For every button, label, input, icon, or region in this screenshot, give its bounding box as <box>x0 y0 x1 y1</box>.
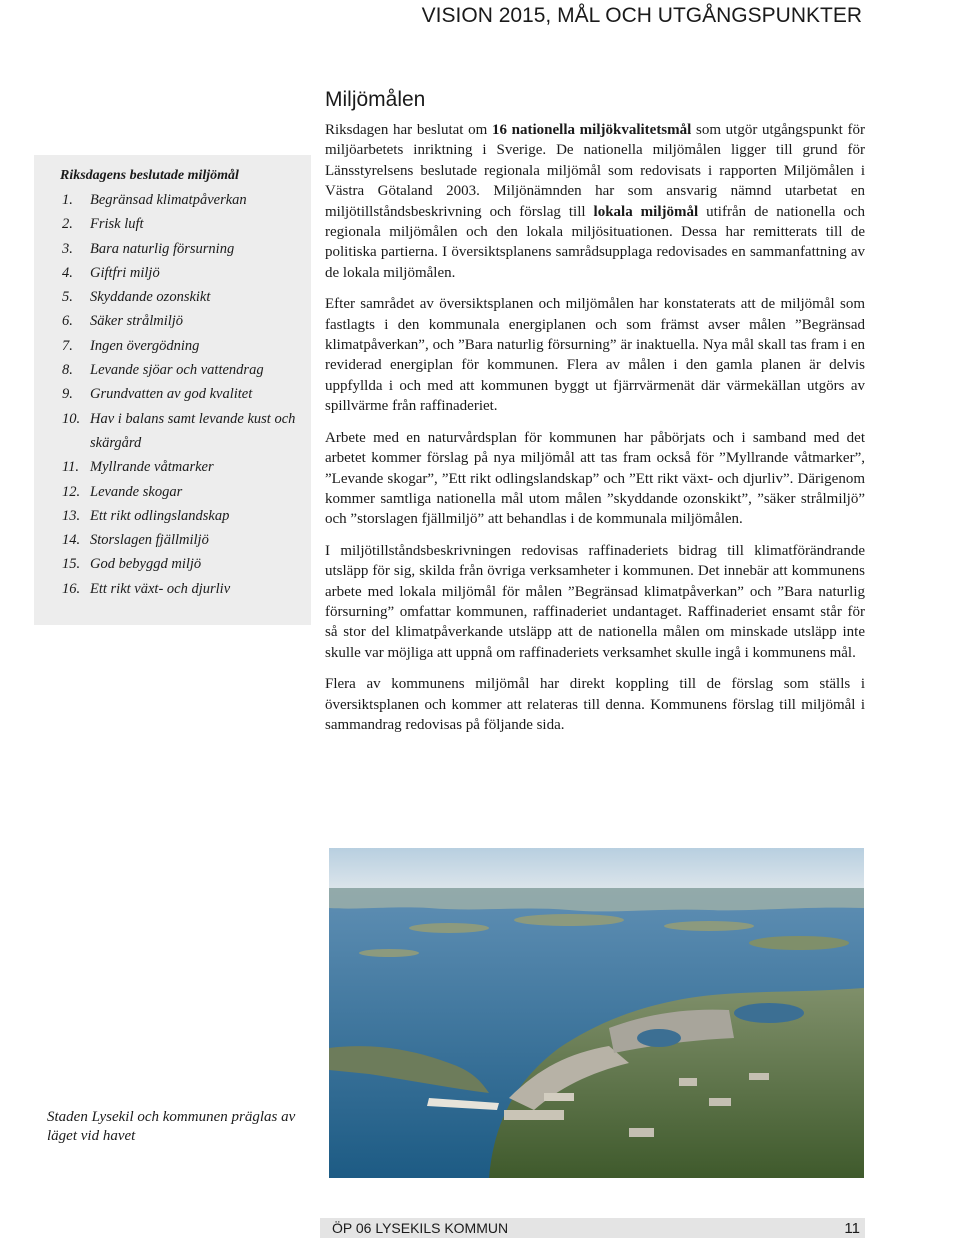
goal-item <box>62 334 311 358</box>
goal-item <box>62 261 311 285</box>
goal-number: 16. <box>62 580 81 597</box>
goal-text: Ingen övergödning <box>90 337 200 354</box>
goal-item <box>62 480 311 504</box>
goals-list <box>62 188 311 601</box>
goal-number: 5. <box>62 289 73 306</box>
goal-number: 3. <box>62 240 73 257</box>
goal-text: Ett rikt växt- och djurliv <box>90 580 231 597</box>
goal-text: Levande skogar <box>90 483 183 500</box>
goal-item <box>62 504 311 528</box>
main-content <box>325 88 865 746</box>
intro-bold-local: lokala miljömål <box>593 203 699 220</box>
goal-text: Grundvatten av god kvalitet <box>90 386 253 403</box>
paragraph-nature: Arbete med en naturvårdsplan för kommunen har påbörjats och i samband med det arbetet kommer förslag på nya miljömål att tas fram också för ”Myllrande våtmarker”, ”Levande skogar”, ”Ett rikt odlingslandskap” och ”Ett rikt växt- och djurliv”. Därigenom kommer samtliga nationella mål utom målen ”skyddande ozonskikt”, ”säker strålmiljö” och ”storslagen fjällmiljö” att behandlas i de kommunala miljömålen. <box>325 429 865 528</box>
goal-number: 7. <box>62 337 73 354</box>
aerial-photo-illustration <box>329 848 864 1178</box>
goal-number: 4. <box>62 264 73 281</box>
goal-item <box>62 358 311 382</box>
goal-item <box>62 382 311 406</box>
goal-text: Skyddande ozonskikt <box>90 289 211 306</box>
goal-item <box>62 552 311 576</box>
goal-number: 14. <box>62 532 81 549</box>
goal-text: Levande sjöar och vattendrag <box>90 362 264 379</box>
goal-item <box>62 577 311 601</box>
goal-text: Hav i balans samt levande kust och skärgård <box>90 410 296 451</box>
goal-text: Giftfri miljö <box>90 264 160 281</box>
goal-number: 8. <box>62 362 73 379</box>
goal-number: 15. <box>62 556 81 573</box>
page-footer <box>320 1218 865 1238</box>
intro-bold-goals: 16 nationella miljökvalitetsmål <box>491 122 692 138</box>
goal-item <box>62 455 311 479</box>
goals-sidebar <box>34 155 311 625</box>
aerial-photo <box>329 848 864 1178</box>
goal-text: Myllrande våtmarker <box>90 459 214 476</box>
goal-item <box>62 309 311 333</box>
paragraph-intro <box>325 120 865 283</box>
goal-item <box>62 528 311 552</box>
intro-text-c: som utgör utgångspunkt för miljöarbetets inriktning i Sverige. De nationella miljömålen ligger till grund för Länsstyrelsens beslutade regionala miljömål som redovisats i rapporten Miljömålen i Västra Götaland 2003. Miljönämnden har som ansvarig nämnd utarbetat en miljötillståndsbeskrivning och förslag till <box>325 122 865 220</box>
goal-item <box>62 212 311 236</box>
goal-text: Begränsad klimatpåverkan <box>90 192 247 208</box>
goal-text: Storslagen fjällmiljö <box>90 532 209 549</box>
page-number: 11 <box>844 1219 860 1237</box>
goal-number: 9. <box>62 386 73 403</box>
intro-text-a: Riksdagen har beslutat om <box>325 122 492 138</box>
paragraph-summary: Flera av kommunens miljömål har direkt koppling till de förslag som ställs i översiktsplanen och kommer att relateras till denna. Kommunens förslag till miljömål i sammandrag redovisas på följande sida. <box>325 676 865 733</box>
goal-text: Säker strålmiljö <box>90 313 184 330</box>
goal-item <box>62 237 311 261</box>
paragraph-energy: Efter samrådet av översiktsplanen och miljömålen har konstaterats att de miljömål som fastlagts i den kommunala energiplanen och som främst avser målen ”Begränsad klimatpåverkan”, och ”Bara naturlig försurning” är inaktuella. Nya mål skall tas fram i en reviderad energiplan för kommunen. Flera av målen i den gamla planen är delvis uppfyllda i och med att kommunen byggt ut fjärrvärmenät där värmekällan utgörs av spillvärme från raffinaderiet. <box>325 296 865 415</box>
goal-number: 11. <box>62 459 80 476</box>
goal-number: 2. <box>62 216 73 233</box>
goal-text: Ett rikt odlingslandskap <box>90 507 230 524</box>
goal-number: 12. <box>62 483 81 500</box>
paragraph-refinery: I miljötillståndsbeskrivningen redovisas raffinaderiets bidrag till klimatförändrande utsläpp för sig, skilda från övriga verksamheter i kommunen. Det innebär att kommunens arbete med lokala miljömål för målen ”Begränsad klimatpåverkan” och ”Bara naturlig försurning” omfattar kommunen, raffinaderiet undantaget. Raffinaderiet ensamt står för så stor del klimatpåverkande utsläpp att de nationella målen om minskade utsläpp inte skulle var möjliga att uppnå om raffinaderiets verksamhet skulle ingå i kommunens mål. <box>325 542 865 661</box>
goal-item <box>62 285 311 309</box>
goal-number: 10. <box>62 410 81 427</box>
goal-text: Bara naturlig försurning <box>90 240 235 257</box>
goals-sidebar-title: Riksdagens beslutade miljömål <box>60 168 239 183</box>
page-header-title: VISION 2015, MÅL OCH UTGÅNGSPUNKTER <box>421 4 862 27</box>
goal-text: God bebyggd miljö <box>90 556 202 573</box>
goal-number: 1. <box>62 192 73 208</box>
footer-document-name: ÖP 06 LYSEKILS KOMMUN <box>332 1220 509 1236</box>
goal-number: 13. <box>62 507 81 524</box>
section-title: Miljömålen <box>325 88 426 111</box>
goal-item <box>62 188 311 212</box>
intro-text-e: utifrån de nationella och regionala miljömålen och den lokala miljösituationen. Dessa har remitterats till de politiska partierna. I översiktsplanens samrådsupplaga redovisades en sammanfattning av de lokala miljömålen. <box>325 203 865 281</box>
goal-item <box>62 407 311 456</box>
goal-number: 6. <box>62 313 73 330</box>
photo-caption: Staden Lysekil och kommunen präglas av läget vid havet <box>47 1109 296 1144</box>
goal-text: Frisk luft <box>90 216 144 233</box>
